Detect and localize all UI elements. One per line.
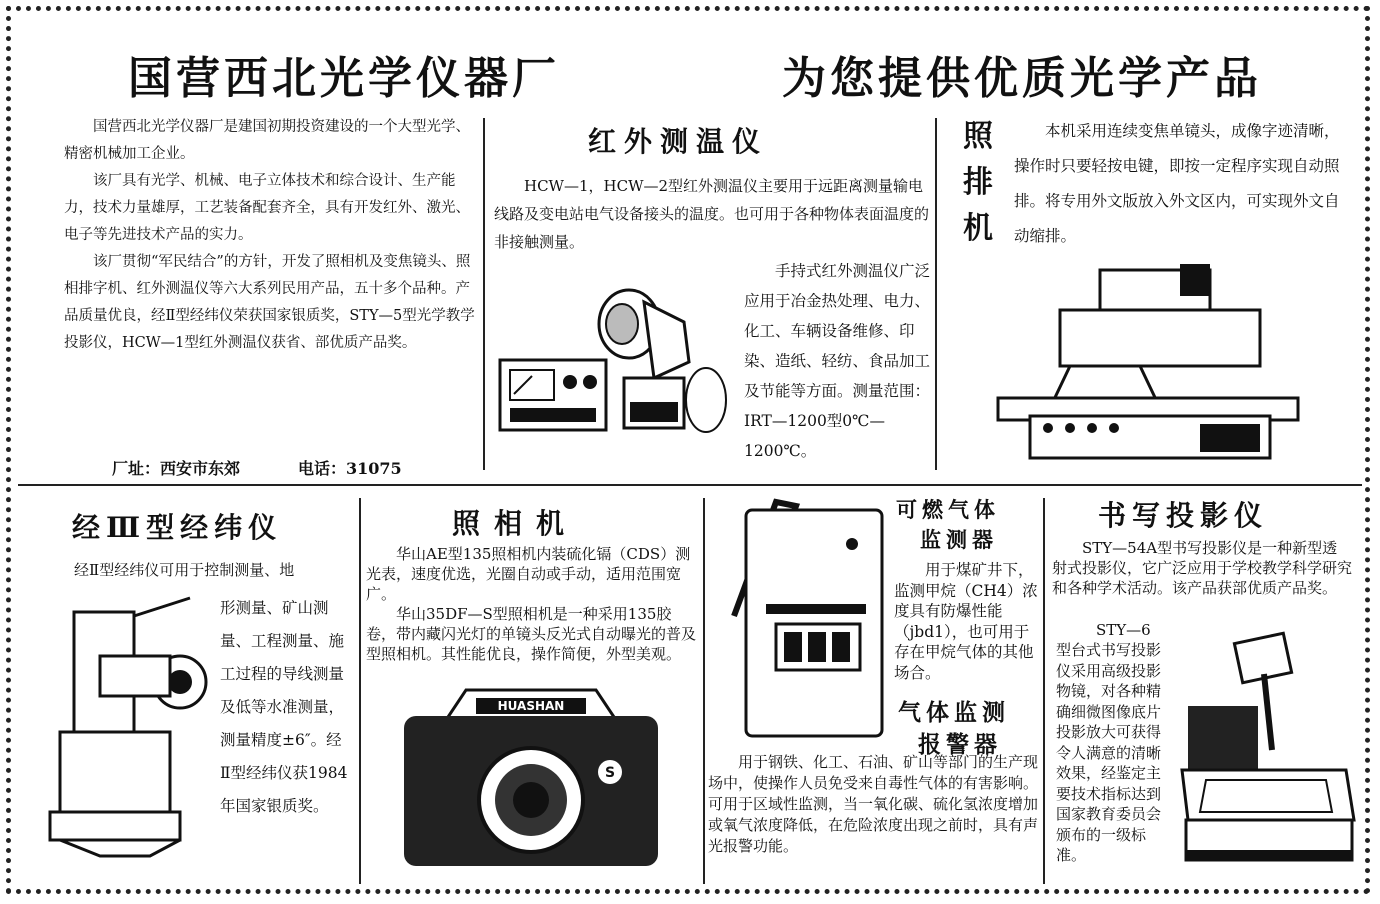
- camera-title: 照相机: [452, 507, 579, 540]
- divider: [483, 118, 485, 470]
- typesetter-title: 照排机: [963, 119, 993, 246]
- camera-illustration: [400, 680, 662, 870]
- overhead-projector-illustration: [1176, 630, 1360, 870]
- gas-alarm-paragraph: 用于钢铁、化工、石油、矿山等部门的生产现场中，使操作人员免受来自毒性气体的有害影响。可用于区域性监测，当一氧化碳、硫化氢浓度增加或氧气浓度降低，在危险浓度出现之前时，具有声光报警功能。: [708, 753, 1039, 855]
- divider: [935, 118, 937, 470]
- theodolite-paragraph-1: 经Ⅱ型经纬仪可用于控制测量、地: [74, 561, 295, 579]
- gas-monitor-paragraph: 用于煤矿井下，监测甲烷（CH4）浓度具有防爆性能（jbd1），也可用于存在甲烷气体的其他场合。: [894, 561, 1038, 682]
- gas-monitor-title-2: 监测器: [920, 527, 998, 552]
- infrared-title: 红外测温仪: [588, 125, 769, 158]
- factory-address: 厂址：西安市东郊: [112, 459, 241, 478]
- divider: [1043, 498, 1045, 884]
- divider: [359, 498, 361, 884]
- gas-monitor-title-1: 可燃气体: [896, 497, 1000, 522]
- intro-paragraph-3: 该厂贯彻“军民结合”的方针，开发了照相机及变焦镜头、照相排字机、红外测温仪等六大系列民用产品，五十多个品种。产品质量优良，经Ⅱ型经纬仪荣获国家银质奖，STY—5型光学教学投影仪，HCW—1型红外测温仪获省、部优质产品奖。: [64, 254, 475, 351]
- infrared-paragraph-1: HCW—1，HCW—2型红外测温仪主要用于远距离测量输电线路及变电站电气设备接头的温度。也可用于各种物体表面温度的非接触测量。: [494, 177, 930, 251]
- projector-paragraph-2: 型台式书写投影仪采用高级投影物镜，对各种精确细微图像底片投影放大可获得令人满意的清晰效果，经鉴定主要技术指标达到国家教育委员会颁布的一级标准。: [1056, 641, 1162, 864]
- projector-text-1: [1052, 538, 1352, 598]
- theodolite-text-1: [74, 556, 354, 584]
- projector-text-2: [1056, 640, 1172, 866]
- intro-text: [64, 114, 476, 357]
- projector-paragraph-1: STY—54A型书写投影仪是一种新型透射式投影仪，它广泛应用于学校教学科学研究和各种学术活动。该产品获部优质产品奖。: [1052, 539, 1353, 597]
- camera-paragraph-2: 华山35DF—S型照相机是一种采用135胶卷，带内藏闪光灯的单镜头反光式自动曝光的普及型照相机。其性能优良，操作简便，外型美观。: [366, 605, 697, 663]
- theodolite-text-2: [220, 592, 352, 823]
- typesetter-text: [1014, 114, 1352, 254]
- infrared-text-1: [494, 172, 930, 256]
- phototypesetter-illustration: [990, 258, 1310, 464]
- gas-alarm-title-2: 报警器: [918, 731, 1002, 758]
- divider: [18, 484, 1362, 486]
- camera-text: [366, 544, 700, 664]
- gas-alarm-title-1: 气体监测: [898, 699, 1010, 726]
- headline-slogan: 为您提供优质光学产品: [782, 53, 1262, 104]
- factory-phone: 电话：31075: [298, 459, 402, 478]
- divider: [703, 498, 705, 884]
- camera-paragraph-1: 华山AE型135照相机内装硫化镉（CDS）测光表，速度优选，光圈自动或手动，适用范围宽广。: [366, 545, 691, 603]
- infrared-paragraph-2: 手持式红外测温仪广泛应用于冶金热处理、电力、化工、车辆设备维修、印染、造纸、轻纺、食品加工及节能等方面。测量范围：IRT—1200型0℃—1200℃。: [744, 262, 931, 460]
- intro-paragraph-1: 国营西北光学仪器厂是建国初期投资建设的一个大型光学、精密机械加工企业。: [64, 119, 470, 162]
- infrared-text-2: [744, 256, 932, 466]
- gas-detector-illustration: [716, 496, 888, 744]
- projector-model-label: STY—6: [1096, 621, 1151, 639]
- camera-badge: S: [604, 765, 616, 781]
- camera-brand-label: HUASHAN: [497, 699, 565, 713]
- gas-monitor-text: [894, 560, 1040, 683]
- theodolite-title: 经Ⅲ型经纬仪: [72, 511, 283, 544]
- headline-factory-name: 国营西北光学仪器厂: [128, 53, 560, 104]
- intro-paragraph-2: 该厂具有光学、机械、电子立体技术和综合设计、生产能力，技术力量雄厚，工艺装备配套齐全，具有开发红外、激光、电子等先进技术产品的实力。: [64, 173, 470, 243]
- theodolite-illustration: [40, 596, 220, 866]
- theodolite-paragraph-2: 形测量、矿山测量、工程测量、施工过程的导线测量及低等水准测量，测量精度±6″。经Ⅱ型经纬仪获1984年国家银质奖。: [220, 599, 348, 815]
- projector-title: 书写投影仪: [1098, 499, 1269, 532]
- infrared-thermometer-illustration: [494, 282, 734, 442]
- gas-alarm-text: [708, 752, 1038, 857]
- typesetter-paragraph: 本机采用连续变焦单镜头，成像字迹清晰，操作时只要轻按电键，即按一定程序实现自动照排。将专用外文版放入外文区内，可实现外文自动缩排。: [1014, 122, 1340, 245]
